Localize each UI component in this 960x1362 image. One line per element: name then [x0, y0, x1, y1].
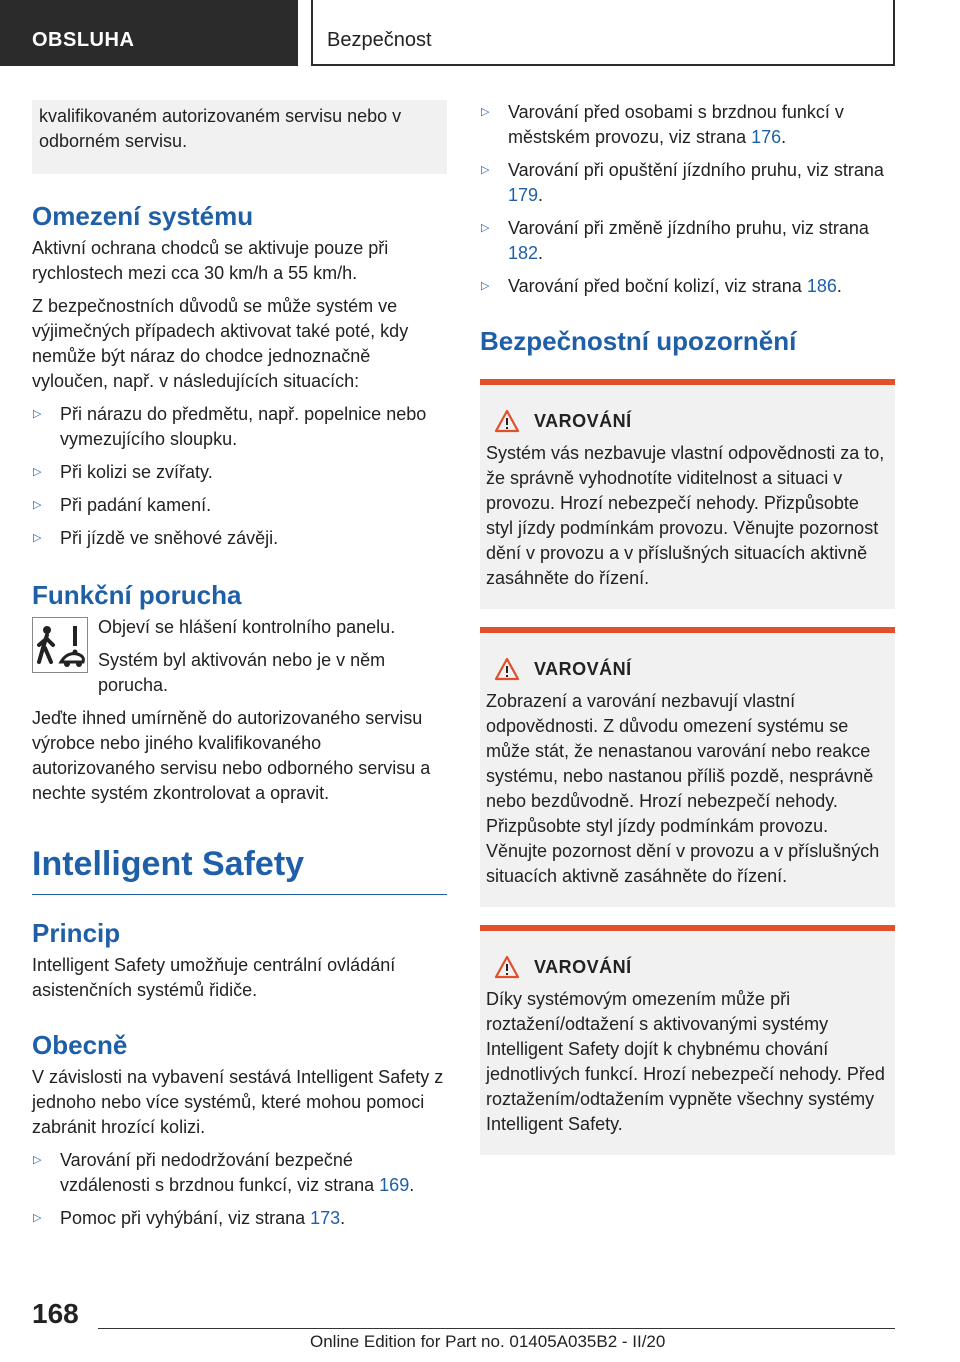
- list-omezeni: [32, 402, 447, 551]
- warning-header: [494, 409, 889, 433]
- paragraph-omezeni-1: Aktivní ochrana chodců se aktivuje pouze při rychlostech mezi cca 30 km/h a 55 km/h.: [32, 238, 389, 283]
- list-item: ▷ Varování při změně jízdního pruhu, viz strana 182.: [481, 218, 869, 263]
- paragraph-porucha-1: Objeví se hlášení kontrolního panelu.: [98, 617, 396, 637]
- warning-triangle-icon: [494, 657, 520, 681]
- heading-obecne: Obecně: [32, 1030, 128, 1060]
- warning-title: VAROVÁNÍ: [534, 410, 632, 431]
- paragraph-porucha-3: Jeďte ihned umírněně do autorizovaného servisu výrobce nebo jiného kvalifikovaného autorizovaného servisu nebo odborného servisu a nechte systém zkontrolovat a opravit.: [32, 708, 431, 803]
- edition-text: Online Edition for Part no. 01405A035B2 - II/20: [310, 1332, 666, 1351]
- right-column: [480, 100, 895, 1173]
- warning-box: [480, 627, 895, 907]
- paragraph-omezeni-2: Z bezpečnostních důvodů se může systém ve výjimečných případech aktivovat také poté, kdy nemůže být náraz do chodce jednoznačně vyloučen, např. v následujících situacích:: [32, 296, 409, 391]
- warning-text: Systém vás nezbavuje vlastní odpovědnosti za to, že správně vyhodnotíte viditelnost a situaci v provozu. Hrozí nebezpečí nehody. Přizpůsobte styl jízdy podmínkám provozu. Věnujte pozornost dění v provozu a v příslušných situacích aktivně zasáhněte do řízení.: [486, 443, 885, 588]
- list-item: ▷ Při padání kamení.: [33, 495, 212, 515]
- triangle-right-icon: ▷: [33, 1154, 42, 1166]
- list-item: ▷ Při jízdě ve sněhové závěji.: [33, 528, 279, 548]
- warning-box: [480, 379, 895, 609]
- page-number: 168: [32, 1298, 79, 1329]
- triangle-right-icon: ▷: [481, 222, 490, 234]
- list-obecne: [32, 1148, 447, 1231]
- list-item: ▷ Pomoc při vyhýbání, viz strana 173.: [33, 1208, 346, 1228]
- list-item: ▷ Varování při nedodržování bezpečné vzdálenosti s brzdnou funkcí, viz strana 169.: [33, 1150, 415, 1195]
- note-text: kvalifikovaném autorizovaném servisu nebo v odborném servisu.: [39, 106, 402, 151]
- paragraph-porucha-2: Systém byl aktivován nebo je v něm porucha.: [98, 650, 386, 695]
- triangle-right-icon: ▷: [481, 164, 490, 176]
- left-column: [32, 100, 447, 1239]
- fault-block: [32, 615, 447, 698]
- triangle-right-icon: ▷: [33, 408, 42, 420]
- page-link[interactable]: 179: [508, 185, 539, 205]
- list-item: ▷ Varování při opuštění jízdního pruhu, viz strana 179.: [481, 160, 884, 205]
- pedestrian-collision-warning-icon: [32, 617, 88, 673]
- page-link[interactable]: 186: [806, 276, 837, 296]
- page-link[interactable]: 169: [379, 1175, 410, 1195]
- warning-title: VAROVÁNÍ: [534, 658, 632, 679]
- page-link[interactable]: 173: [310, 1208, 341, 1228]
- heading-intelligent-safety: Intelligent Safety: [32, 842, 447, 895]
- heading-princip: Princip: [32, 918, 121, 948]
- warning-box: [480, 925, 895, 1155]
- list-item: ▷ Varování před boční kolizí, viz strana 186.: [481, 276, 842, 296]
- warning-triangle-icon: [494, 409, 520, 433]
- list-item: ▷ Při kolizi se zvířaty.: [33, 462, 213, 482]
- triangle-right-icon: ▷: [33, 499, 42, 511]
- section-tab: OBSLUHA: [0, 0, 298, 66]
- page-link[interactable]: 182: [508, 243, 539, 263]
- list-item: ▷ Při nárazu do předmětu, např. popelnice nebo vymezujícího sloupku.: [33, 404, 427, 449]
- warning-triangle-icon: [494, 955, 520, 979]
- triangle-right-icon: ▷: [481, 106, 490, 118]
- page-footer: [0, 1290, 960, 1362]
- triangle-right-icon: ▷: [33, 466, 42, 478]
- paragraph-princip: Intelligent Safety umožňuje centrální ovládání asistenčních systémů řidiče.: [32, 955, 396, 1000]
- heading-omezeni: Omezení systému: [32, 201, 254, 231]
- paragraph-obecne: V závislosti na vybavení sestává Intelligent Safety z jednoho nebo více systémů, které mohou pomoci zabránit hrozící kolizi.: [32, 1067, 444, 1137]
- note-box: [32, 100, 447, 174]
- triangle-right-icon: ▷: [481, 280, 490, 292]
- warning-header: [494, 955, 889, 979]
- heading-porucha: Funkční porucha: [32, 580, 242, 610]
- warning-title: VAROVÁNÍ: [534, 956, 632, 977]
- warning-header: [494, 657, 889, 681]
- heading-upozorneni: Bezpečnostní upozornění: [480, 326, 797, 356]
- footer-divider: [98, 1328, 895, 1329]
- page-link[interactable]: 176: [751, 127, 782, 147]
- triangle-right-icon: ▷: [33, 1212, 42, 1224]
- warning-text: Zobrazení a varování nezbavují vlastní odpovědnosti. Z důvodu omezení systému se může stát, že nenastanou varování nebo reakce systému, nebo nastanou příliš pozdě, nesprávně nebo bezdůvodně. Hrozí nebezpečí nehody. Přizpůsobte styl jízdy podmínkám provozu. Věnujte pozornost dění v provozu a v příslušných situacích aktivně zasáhněte do řízení.: [486, 691, 880, 886]
- page-header: [0, 0, 960, 66]
- warning-text: Díky systémovým omezením může při roztažení/odtažení s aktivovanými systémy Intelligent Safety dojít k chybnému chování jednotlivých funkcí. Hrozí nebezpečí nehody. Před roztažením/odtažením vypněte všechny systémy Intelligent Safety.: [486, 989, 885, 1134]
- list-top: [480, 100, 895, 299]
- triangle-right-icon: ▷: [33, 532, 42, 544]
- list-item: ▷ Varování před osobami s brzdnou funkcí v městském provozu, viz strana 176.: [481, 102, 844, 147]
- chapter-tab: Bezpečnost: [311, 0, 895, 66]
